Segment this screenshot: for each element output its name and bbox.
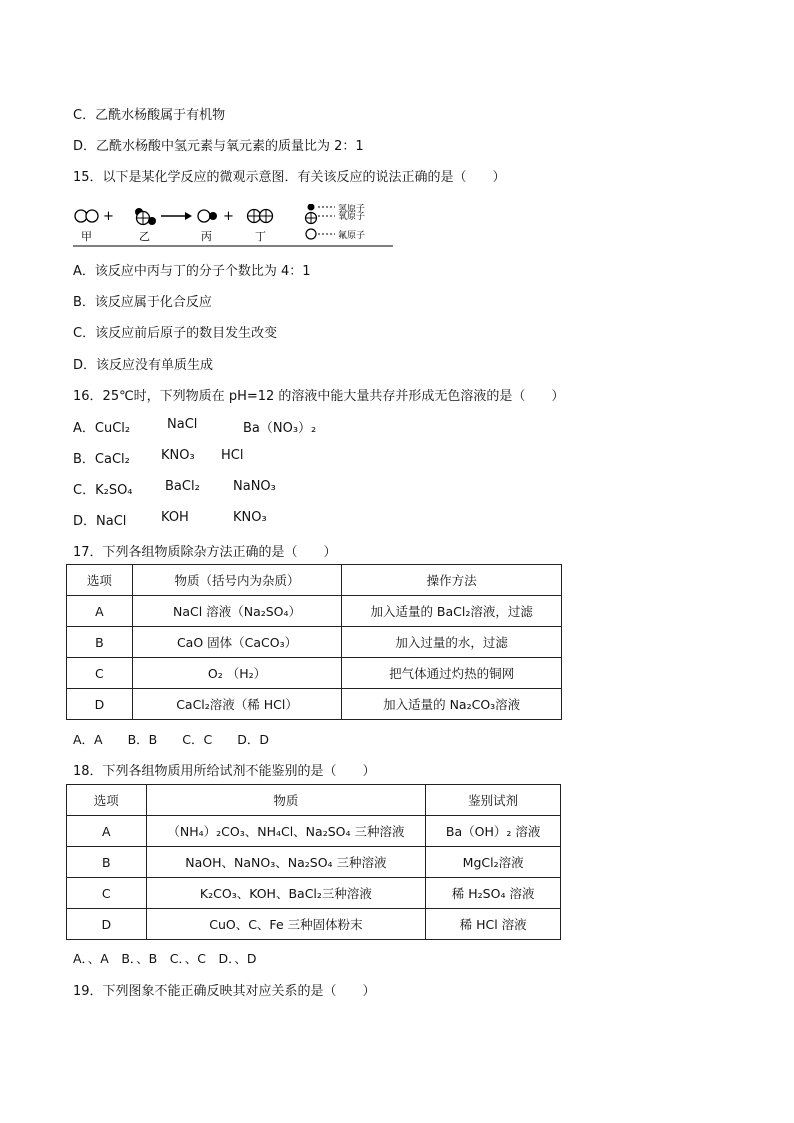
header-cell: 鉴别试剂 (426, 785, 561, 816)
q17-table (66, 564, 562, 720)
q16-option-b: B．CaCl₂ KNO₃ HCl (73, 448, 244, 467)
q18-table (66, 784, 561, 940)
label-yi: 乙 (139, 230, 150, 243)
q16-stem: 16．25℃时，下列物质在 pH=12 的溶液中能大量共存并形成无色溶液的是（ ） (73, 389, 565, 404)
reaction-diagram (73, 204, 393, 248)
table-header-row (67, 785, 561, 816)
q16-option-d: D．NaCl KOH KNO₃ (73, 510, 267, 529)
table-row: B NaOH、NaNO₃、Na₂SO₄ 三种溶液 MgCl₂溶液 (67, 847, 561, 878)
label-ding: 丁 (255, 230, 266, 243)
table-row: C K₂CO₃、KOH、BaCl₂三种溶液 稀 H₂SO₄ 溶液 (67, 878, 561, 909)
table-row: D CuO、C、Fe 三种固体粉末 稀 HCl 溶液 (67, 909, 561, 940)
molecule-bing (198, 210, 217, 222)
q17-stem: 17．下列各组物质除杂方法正确的是（ ） (73, 545, 337, 560)
q18-answers: A．、A B．、B C．、C D．、D (73, 951, 257, 966)
header-cell: 物质 (146, 785, 426, 816)
q15-option-c: C．该反应前后原子的数目发生改变 (73, 326, 278, 341)
table-row: A （NH₄）₂CO₃、NH₄Cl、Na₂SO₄ 三种溶液 Ba（OH）₂ 溶液 (67, 816, 561, 847)
svg-text:+: + (103, 209, 114, 224)
legend-oxygen: 氧原子 (338, 212, 366, 222)
svg-text:+: + (223, 209, 234, 224)
q15-option-a: A．该反应中丙与丁的分子个数比为 4：1 (73, 264, 311, 279)
table-row: C O₂ （H₂） 把气体通过灼热的铜网 (67, 658, 562, 689)
legend-hydrogen: 氢原子 (338, 204, 366, 214)
label-jia: 甲 (81, 230, 92, 243)
q15-stem: 15．以下是某化学反应的微观示意图．有关该反应的说法正确的是（ ） (73, 170, 506, 185)
table-row: B CaO 固体（CaCO₃） 加入过量的水，过滤 (67, 627, 562, 658)
q15-option-d: D．该反应没有单质生成 (73, 358, 214, 373)
label-bing: 丙 (201, 230, 212, 243)
q19-stem: 19．下列图象不能正确反映其对应关系的是（ ） (73, 984, 376, 999)
q16-option-a: A．CuCl₂ NaCl Ba（NO₃）₂ (73, 417, 317, 436)
table-row: D CaCl₂溶液（稀 HCl） 加入适量的 Na₂CO₃溶液 (67, 689, 562, 720)
diagram-legend (306, 204, 366, 241)
table-row: A NaCl 溶液（Na₂SO₄） 加入适量的 BaCl₂溶液，过滤 (67, 596, 562, 627)
header-cell: 操作方法 (342, 565, 562, 596)
header-cell: 选项 (67, 565, 133, 596)
q14-option-c: C．乙酰水杨酸属于有机物 (73, 108, 226, 123)
header-cell: 选项 (67, 785, 147, 816)
q16-option-c: C．K₂SO₄ BaCl₂ NaNO₃ (73, 479, 276, 498)
molecule-jia (75, 210, 98, 222)
header-cell: 物质（括号内为杂质） (132, 565, 342, 596)
q18-stem: 18．下列各组物质用所给试剂不能鉴别的是（ ） (73, 764, 376, 779)
molecule-ding (248, 210, 273, 223)
q15-option-b: B．该反应属于化合反应 (73, 295, 212, 310)
q17-answers: A．A B．B C．C D．D (73, 732, 269, 747)
legend-fluorine: 氟原子 (338, 231, 366, 241)
molecule-yi (135, 208, 156, 225)
q14-option-d: D．乙酰水杨酸中氢元素与氧元素的质量比为 2：1 (73, 139, 364, 154)
table-header-row (67, 565, 562, 596)
